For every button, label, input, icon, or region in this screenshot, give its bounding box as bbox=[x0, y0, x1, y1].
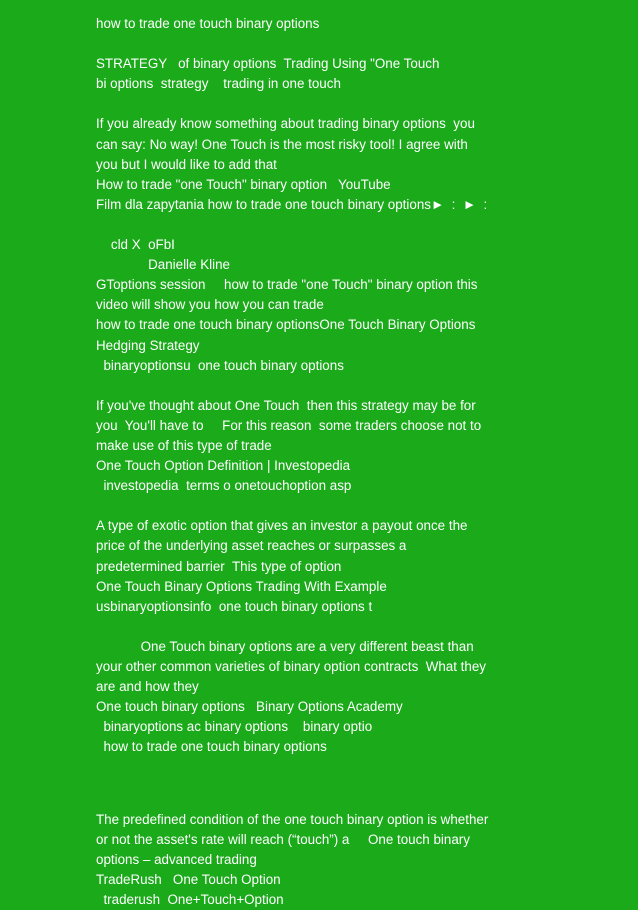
text-line: binaryoptions ac binary options binary optio bbox=[96, 719, 373, 735]
text-line: or not the asset's rate will reach (“touch”) a One touch binary bbox=[96, 831, 470, 847]
text-line: options – advanced trading bbox=[96, 851, 257, 867]
text-line: predetermined barrier This type of option bbox=[96, 558, 342, 574]
text-line: can say: No way! One Touch is the most risky tool! I agree with bbox=[96, 136, 468, 152]
text-line: One Touch Option Definition | Investopedia bbox=[96, 458, 351, 474]
text-line: Film dla zapytania how to trade one touch binary options► : ► : bbox=[96, 196, 488, 212]
text-line: you You'll have to For this reason some traders choose not to bbox=[96, 417, 482, 433]
text-line: GToptions session how to trade "one Touch" binary option this bbox=[96, 277, 478, 293]
text-line: One Touch Binary Options Trading With Example bbox=[96, 578, 387, 594]
text-line: how to trade one touch binary options bbox=[96, 739, 327, 755]
text-line: you but I would like to add that bbox=[96, 156, 277, 172]
text-line: video will show you how you can trade bbox=[96, 297, 324, 313]
text-line: your other common varieties of binary option contracts What they bbox=[96, 659, 486, 674]
document-body bbox=[96, 14, 626, 910]
text-line: price of the underlying asset reaches or surpasses a bbox=[96, 538, 407, 554]
text-line: are and how they bbox=[96, 679, 199, 695]
text-line bbox=[96, 215, 626, 235]
text-line: A type of exotic option that gives an investor a payout once the bbox=[96, 518, 468, 534]
spacer bbox=[96, 757, 626, 777]
text-line: The predefined condition of the one touch binary option is whether bbox=[96, 811, 489, 827]
section-strategy bbox=[96, 54, 626, 94]
text-line: binaryoptionsu one touch binary options bbox=[96, 357, 344, 373]
text-line: How to trade "one Touch" binary option YouTube bbox=[96, 176, 391, 192]
spacer bbox=[96, 94, 626, 114]
text-line: If you already know something about trading binary options you bbox=[96, 116, 475, 132]
text-line: make use of this type of trade bbox=[96, 437, 272, 453]
spacer bbox=[96, 376, 626, 396]
text-line: how to trade one touch binary optionsOne Touch Binary Options bbox=[96, 317, 476, 333]
section-academy bbox=[96, 637, 626, 758]
text-line: cld X oFbI bbox=[96, 237, 175, 253]
text-line: Hedging Strategy bbox=[96, 337, 200, 353]
section-traderush bbox=[96, 810, 626, 910]
text-line: If you've thought about One Touch then this strategy may be for bbox=[96, 397, 476, 413]
text-line: bi options strategy trading in one touch bbox=[96, 76, 341, 92]
text-line: One Touch binary options are a very different beast than bbox=[96, 638, 474, 654]
spacer bbox=[96, 496, 626, 516]
text-line: Danielle Kline bbox=[96, 257, 230, 273]
spacer bbox=[96, 778, 626, 810]
text-line: TradeRush One Touch Option bbox=[96, 871, 281, 887]
text-line: usbinaryoptionsinfo one touch binary options t bbox=[96, 598, 373, 614]
spacer bbox=[96, 34, 626, 54]
text-line: traderush One+Touch+Option bbox=[96, 891, 284, 907]
section-exotic-option bbox=[96, 516, 626, 616]
section-investopedia bbox=[96, 396, 626, 496]
section-youtube bbox=[96, 114, 626, 375]
text-line: One touch binary options Binary Options Academy bbox=[96, 699, 403, 715]
text-line: investopedia terms o onetouchoption asp bbox=[96, 478, 352, 494]
spacer bbox=[96, 617, 626, 637]
text-line: STRATEGY of binary options Trading Using "One Touch bbox=[96, 56, 440, 72]
document-title: how to trade one touch binary options bbox=[96, 16, 320, 31]
